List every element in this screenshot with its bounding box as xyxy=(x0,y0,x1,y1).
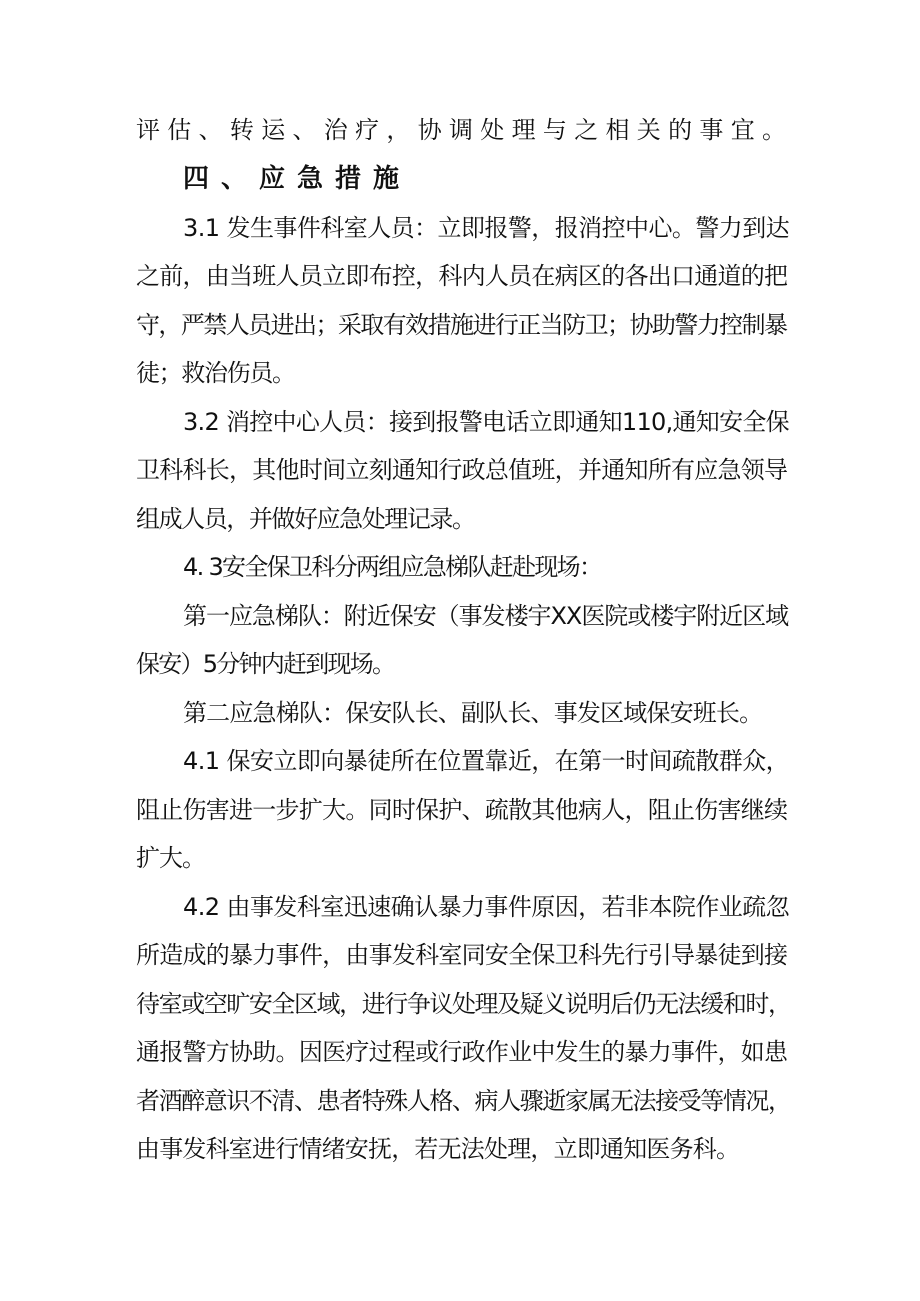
text-line-21: 者酒醉意识不清、患者特殊人格、病人骤逝家属无法接受等情况， xyxy=(136,1087,791,1115)
text-line-15: 阻止伤害进一步扩大。同时保护、疏散其他病人，阻止伤害继续 xyxy=(136,796,788,824)
text-line-1: 评估、转运、治疗，协调处理与之相关的事宜。 xyxy=(136,116,794,144)
text-line-18: 所造成的暴力事件，由事发科室同安全保卫科先行引导暴徒到接 xyxy=(136,941,788,969)
text-line-8: 卫科科长，其他时间立刻通知行政总值班，并通知所有应急领导 xyxy=(136,456,788,484)
text-line-17: 4.2 由事发科室迅速确认暴力事件原因，若非本院作业疏忽 xyxy=(183,893,790,921)
text-line-14: 4.1 保安立即向暴徒所在位置靠近，在第一时间疏散群众， xyxy=(183,747,790,775)
text-line-5: 守，严禁人员进出；采取有效措施进行正当防卫；协助警力控制暴 xyxy=(136,311,787,339)
text-line-20: 通报警方协助。因医疗过程或行政作业中发生的暴力事件，如患 xyxy=(136,1038,788,1066)
text-line-10: 4. 3安全保卫科分两组应急梯队赶赴现场： xyxy=(183,553,602,581)
text-line-22: 由事发科室进行情绪安抚，若无法处理，立即通知医务科。 xyxy=(136,1135,740,1163)
text-line-16: 扩大。 xyxy=(136,844,205,872)
text-line-6: 徒；救治伤员。 xyxy=(136,359,295,387)
text-line-9: 组成人员，并做好应急处理记录。 xyxy=(136,505,475,533)
text-line-12: 保安）5分钟内赶到现场。 xyxy=(136,650,395,678)
text-line-13: 第二应急梯队：保安队长、副队长、事发区域保安班长。 xyxy=(183,699,763,727)
text-line-11: 第一应急梯队：附近保安（事发楼宇XX医院或楼宇附近区域 xyxy=(183,602,789,630)
text-line-4: 之前，由当班人员立即布控，科内人员在病区的各出口通道的把 xyxy=(136,262,788,290)
text-line-7: 3.2 消控中心人员：接到报警电话立即通知110,通知安全保 xyxy=(183,408,789,436)
text-line-3: 3.1 发生事件科室人员：立即报警，报消控中心。警力到达 xyxy=(183,214,790,242)
text-line-19: 待室或空旷安全区域，进行争议处理及疑义说明后仍无法缓和时， xyxy=(136,990,791,1018)
section-heading: 四、应急措施 xyxy=(183,164,412,194)
